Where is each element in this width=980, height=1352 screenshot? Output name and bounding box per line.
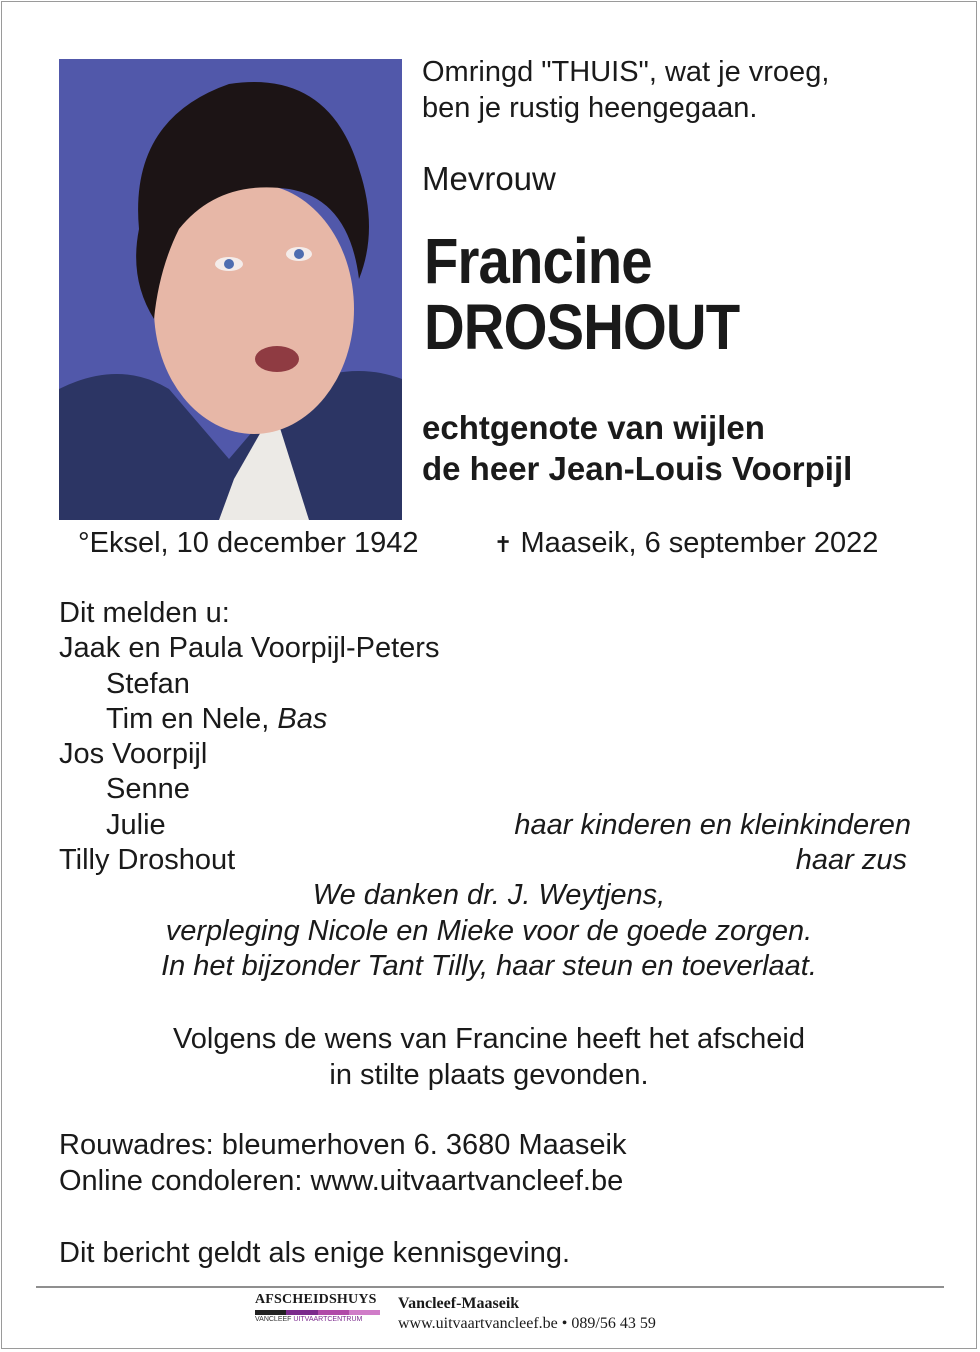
spouse-line-1: echtgenote van wijlen	[422, 409, 765, 446]
opening-poem	[422, 54, 829, 126]
company-name: Vancleef-Maaseik	[398, 1295, 520, 1312]
footer-divider	[36, 1286, 944, 1288]
family-member-name: Julie	[106, 808, 166, 841]
birth-date: °Eksel, 10 december 1942	[78, 527, 419, 559]
logo-brand: AFSCHEIDSHUYS	[255, 1292, 377, 1307]
poem-line-2: ben je rustig heengegaan.	[422, 92, 758, 124]
death-date	[494, 526, 878, 562]
thanks-line-1: We danken dr. J. Weytjens,	[312, 879, 666, 911]
family-member-name: Jaak en Paula Voorpijl-Peters	[59, 632, 440, 665]
logo-bar-segment	[255, 1310, 286, 1315]
logo-bar-segment	[318, 1310, 349, 1315]
family-member	[59, 667, 911, 702]
family-heading	[59, 596, 911, 631]
logo-sub-right: UITVAARTCENTRUM	[293, 1316, 363, 1323]
notice-text: Dit bericht geldt als enige kennisgeving.	[59, 1237, 571, 1269]
family-member	[59, 772, 911, 807]
contact-info	[59, 1127, 626, 1199]
relation-label: haar zus	[795, 844, 907, 877]
family-member-group	[59, 703, 327, 735]
cross-icon: ✝	[494, 532, 513, 557]
salutation: Mevrouw	[422, 160, 556, 197]
family-member	[59, 631, 911, 666]
funeral-home-info	[398, 1294, 656, 1334]
portrait-illustration	[59, 59, 402, 520]
last-name: DROSHOUT	[424, 291, 740, 363]
logo-bar-segment	[349, 1310, 380, 1315]
death-date-text: Maaseik, 6 september 2022	[512, 527, 879, 559]
portrait-photo	[59, 59, 402, 520]
wish-line-1: Volgens de wens van Francine heeft het afscheid	[173, 1023, 805, 1055]
logo-sub-left: VANCLEEF	[255, 1316, 292, 1323]
family-member	[59, 702, 911, 737]
family-member	[59, 843, 911, 878]
logo-color-bar	[255, 1310, 380, 1315]
relation-label: haar kinderen en kleinkinderen	[514, 808, 911, 841]
farewell-wish	[59, 1021, 919, 1093]
spouse-line-2: de heer Jean-Louis Voorpijl	[422, 450, 853, 487]
family-member-name: Stefan	[106, 667, 190, 700]
family-heading-text: Dit melden u:	[59, 597, 230, 629]
logo-bar-segment	[286, 1310, 317, 1315]
online-condolence: Online condoleren: www.uitvaartvancleef.be	[59, 1165, 624, 1197]
thanks-line-3: In het bijzonder Tant Tilly, haar steun en toeverlaat.	[161, 950, 817, 982]
family-member-name: Tim en Nele,	[106, 702, 278, 735]
family-member-name: Senne	[106, 773, 190, 806]
logo-subtitle	[255, 1316, 380, 1323]
wish-line-2: in stilte plaats gevonden.	[329, 1059, 649, 1091]
family-member	[59, 808, 911, 843]
family-member-name: Jos Voorpijl	[59, 738, 208, 771]
first-name: Francine	[424, 225, 652, 297]
funeral-home-logo	[255, 1292, 380, 1332]
deceased-name	[424, 225, 740, 363]
spouse-info	[422, 407, 852, 489]
mourning-address: Rouwadres: bleumerhoven 6. 3680 Maaseik	[59, 1129, 627, 1161]
family-announcement	[59, 596, 911, 878]
family-member-name: Tilly Droshout	[59, 844, 236, 877]
thanks-message	[59, 878, 919, 985]
family-member	[59, 737, 911, 772]
thanks-line-2: verpleging Nicole en Mieke voor de goede zorgen.	[165, 914, 813, 947]
poem-line-1: Omringd "THUIS", wat je vroeg,	[422, 56, 830, 88]
family-member-partner: Bas	[277, 702, 328, 735]
company-contact: www.uitvaartvancleef.be • 089/56 43 59	[398, 1315, 656, 1332]
